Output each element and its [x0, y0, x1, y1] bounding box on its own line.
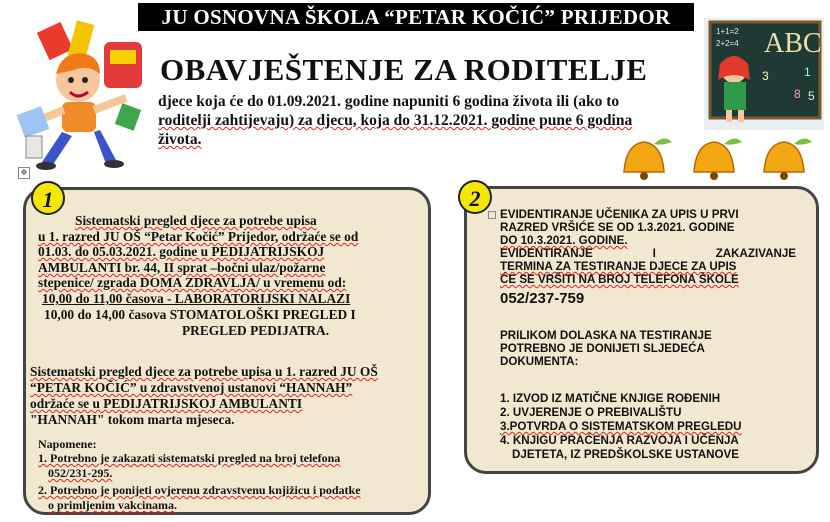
note-line: o primljenim vakcinama. — [48, 498, 177, 512]
move-handle-icon[interactable]: ✥ — [18, 167, 30, 179]
panel1-line: AMBULANTI br. 44, II sprat –bočni ulaz/požarne — [38, 260, 326, 275]
chalk-letters: ABC — [764, 28, 822, 59]
note-line: 1. Potrebno je zakazati sistematski pregled na broj telefona — [38, 451, 341, 465]
page-title: OBAVJEŠTENJE ZA RODITELJE — [160, 52, 648, 87]
boy-illustration — [14, 14, 164, 172]
panel1-line: PREGLED PEDIJATRA. — [182, 323, 330, 338]
panel-number-badge: 1 — [31, 181, 65, 215]
intro-line: djece koja će do 01.09.2021. godine napuniti 6 godina života ili (ako to — [158, 93, 620, 110]
chalk-digit: 3 — [762, 69, 769, 83]
note-line: 052/231-295. — [48, 466, 113, 480]
chalk-digit: 8 — [794, 87, 801, 101]
panel2-line: DO 10.3.2021. GODINE. — [500, 234, 628, 247]
panel1-line: "HANNAH" tokom marta mjeseca. — [30, 412, 235, 427]
panel2-line: DOKUMENTA: — [500, 355, 579, 368]
panel1-line: stepenice/ zgrada DOMA ZDRAVLJA/ u vremenu od: — [38, 275, 347, 290]
panel1-line: 10,00 do 14,00 časova STOMATOLOŠKI PREGLED I — [44, 307, 356, 322]
panel1-line: “PETAR KOČIĆ” u zdravstvenoj ustanovi “HANNAH” — [30, 380, 353, 395]
document-item: DJETETA, IZ PREDŠKOLSKE USTANOVE — [512, 448, 739, 461]
list-marker — [488, 211, 496, 219]
panel2-line: ĆE SE VRŠITI NA BROJ TELEFONA ŠKOLE — [500, 273, 739, 286]
document-item: 3.POTVRDA O SISTEMATSKOM PREGLEDU — [500, 420, 742, 433]
chalk-sum: 2+2=4 — [716, 39, 739, 48]
intro-line: roditelji zahtijevaju) za djecu, koja do 31.12.2021. godine pune 6 godina — [158, 112, 633, 129]
panel2-line: POTREBNO JE DONIJETI SLJEDEĆA — [500, 342, 705, 355]
panel1-line: Sistematski pregled djece za potrebe upisa u 1. razred JU OŠ — [30, 364, 378, 379]
intro-line: života. — [158, 131, 202, 148]
chalk-sum: 1+1=2 — [716, 27, 739, 36]
panel2-line: PRILIKOM DOLASKA NA TESTIRANJE — [500, 329, 712, 342]
panel1-line: Sistematski pregled djece za potrebe upisa — [75, 213, 317, 228]
notes-title: Napomene: — [38, 437, 97, 451]
school-title: JU OSNOVNA ŠKOLA “PETAR KOČIĆ” PRIJEDOR — [138, 3, 694, 31]
panel1-line: 10,00 do 11,00 časova - LABORATORIJSKI NALAZI — [42, 291, 351, 306]
chalkboard-illustration — [704, 18, 824, 130]
panel1-line: 01.03. do 05.03.2021. godine u PEDIJATRIJSKOJ — [38, 244, 325, 259]
bells-decoration — [614, 134, 824, 188]
panel1-line: održaće se u PEDIJATRIJSKOJ AMBULANTI — [30, 396, 303, 411]
panel2-line: EVIDENTIRANJE I ZAKAZIVANJE — [500, 247, 796, 260]
panel-number-badge: 2 — [458, 180, 492, 214]
chalk-digit: 5 — [808, 89, 815, 103]
school-phone: 052/237-759 — [500, 290, 585, 307]
chalk-digit: 1 — [804, 65, 811, 79]
note-line: 2. Potrebno je ponijeti ovjerenu zdravstvenu knjižicu i podatke — [38, 483, 361, 497]
panel2-line: EVIDENTIRANJE UČENIKA ZA UPIS U PRVI — [500, 208, 739, 221]
panel2-line: RAZRED VRŠIĆE SE OD 1.3.2021. GODINE — [500, 221, 735, 234]
panel1-line: u 1. razred JU OŠ “Petar Kočić” Prijedor, održaće se od — [38, 229, 359, 244]
document-item: 4. KNJIGU PRAĆENJA RAZVOJA I UČENJA — [500, 434, 739, 447]
panel2-line: TERMINA ZA TESTIRANJE DJECE ZA UPIS — [500, 260, 737, 273]
document-item: 2. UVJERENJE O PREBIVALIŠTU — [500, 406, 682, 419]
document-item: 1. IZVOD IZ MATIČNE KNJIGE ROĐENIH — [500, 392, 721, 405]
